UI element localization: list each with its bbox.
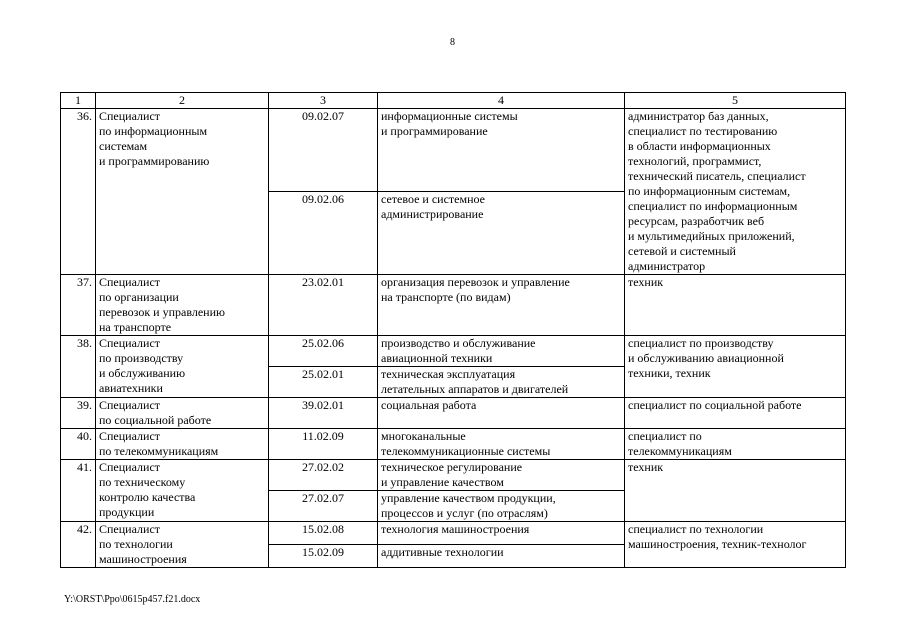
specialty-code: 11.02.09 [269,429,378,460]
profession-name: Специалист по информационным системам и программированию [96,109,269,275]
qualifications: специалист по производству и обслуживанию авиационной техники, техник [625,336,846,398]
specialty-title: многоканальные телекоммуникационные системы [378,429,625,460]
table-header-row [61,93,846,109]
table-row [61,275,846,336]
table-row [61,398,846,429]
specialty-title: социальная работа [378,398,625,429]
specialty-title: информационные системы и программирование [378,109,625,192]
specialty-code: 15.02.09 [269,545,378,568]
specialty-code: 09.02.07 [269,109,378,192]
qualifications: техник [625,460,846,522]
specialty-code: 27.02.07 [269,491,378,522]
specialty-title: сетевое и системное администрирование [378,192,625,275]
column-header: 2 [96,93,269,109]
specialty-title: производство и обслуживание авиационной техники [378,336,625,367]
specialty-code: 15.02.08 [269,522,378,545]
table-row [61,522,846,545]
table-row [61,109,846,192]
profession-name: Специалист по телекоммуникациям [96,429,269,460]
row-number: 41. [61,460,96,522]
row-number: 42. [61,522,96,568]
row-number: 38. [61,336,96,398]
qualifications-table [60,92,846,568]
qualifications: администратор баз данных, специалист по тестированию в области информационных технологий, программист, технический писатель, специалист по информационным системам, специалист по информационным ресурсам, разработчик веб и мультимедийных приложений, сетевой и системный администратор [625,109,846,275]
column-header: 5 [625,93,846,109]
column-header: 1 [61,93,96,109]
profession-name: Специалист по социальной работе [96,398,269,429]
specialty-code: 25.02.06 [269,336,378,367]
row-number: 36. [61,109,96,275]
specialty-code: 25.02.01 [269,367,378,398]
specialty-title: техническая эксплуатация летательных аппаратов и двигателей [378,367,625,398]
specialty-title: аддитивные технологии [378,545,625,568]
table-row [61,429,846,460]
qualifications: специалист по телекоммуникациям [625,429,846,460]
profession-name: Специалист по организации перевозок и управлению на транспорте [96,275,269,336]
file-path-footer: Y:\ORST\Ppo\0615p457.f21.docx [64,594,201,605]
specialty-title: техническое регулирование и управление качеством [378,460,625,491]
specialty-code: 27.02.02 [269,460,378,491]
table-row [61,336,846,367]
qualifications: техник [625,275,846,336]
specialty-title: управление качеством продукции, процессов и услуг (по отраслям) [378,491,625,522]
specialty-code: 09.02.06 [269,192,378,275]
profession-name: Специалист по технологии машиностроения [96,522,269,568]
qualifications: специалист по социальной работе [625,398,846,429]
profession-name: Специалист по техническому контролю качества продукции [96,460,269,522]
row-number: 39. [61,398,96,429]
column-header: 3 [269,93,378,109]
specialty-code: 39.02.01 [269,398,378,429]
table-row [61,460,846,491]
specialty-title: организация перевозок и управление на транспорте (по видам) [378,275,625,336]
column-header: 4 [378,93,625,109]
specialty-code: 23.02.01 [269,275,378,336]
profession-name: Специалист по производству и обслуживанию авиатехники [96,336,269,398]
qualifications: специалист по технологии машиностроения, техник-технолог [625,522,846,568]
row-number: 40. [61,429,96,460]
page-number: 8 [450,37,455,48]
row-number: 37. [61,275,96,336]
specialty-title: технология машиностроения [378,522,625,545]
